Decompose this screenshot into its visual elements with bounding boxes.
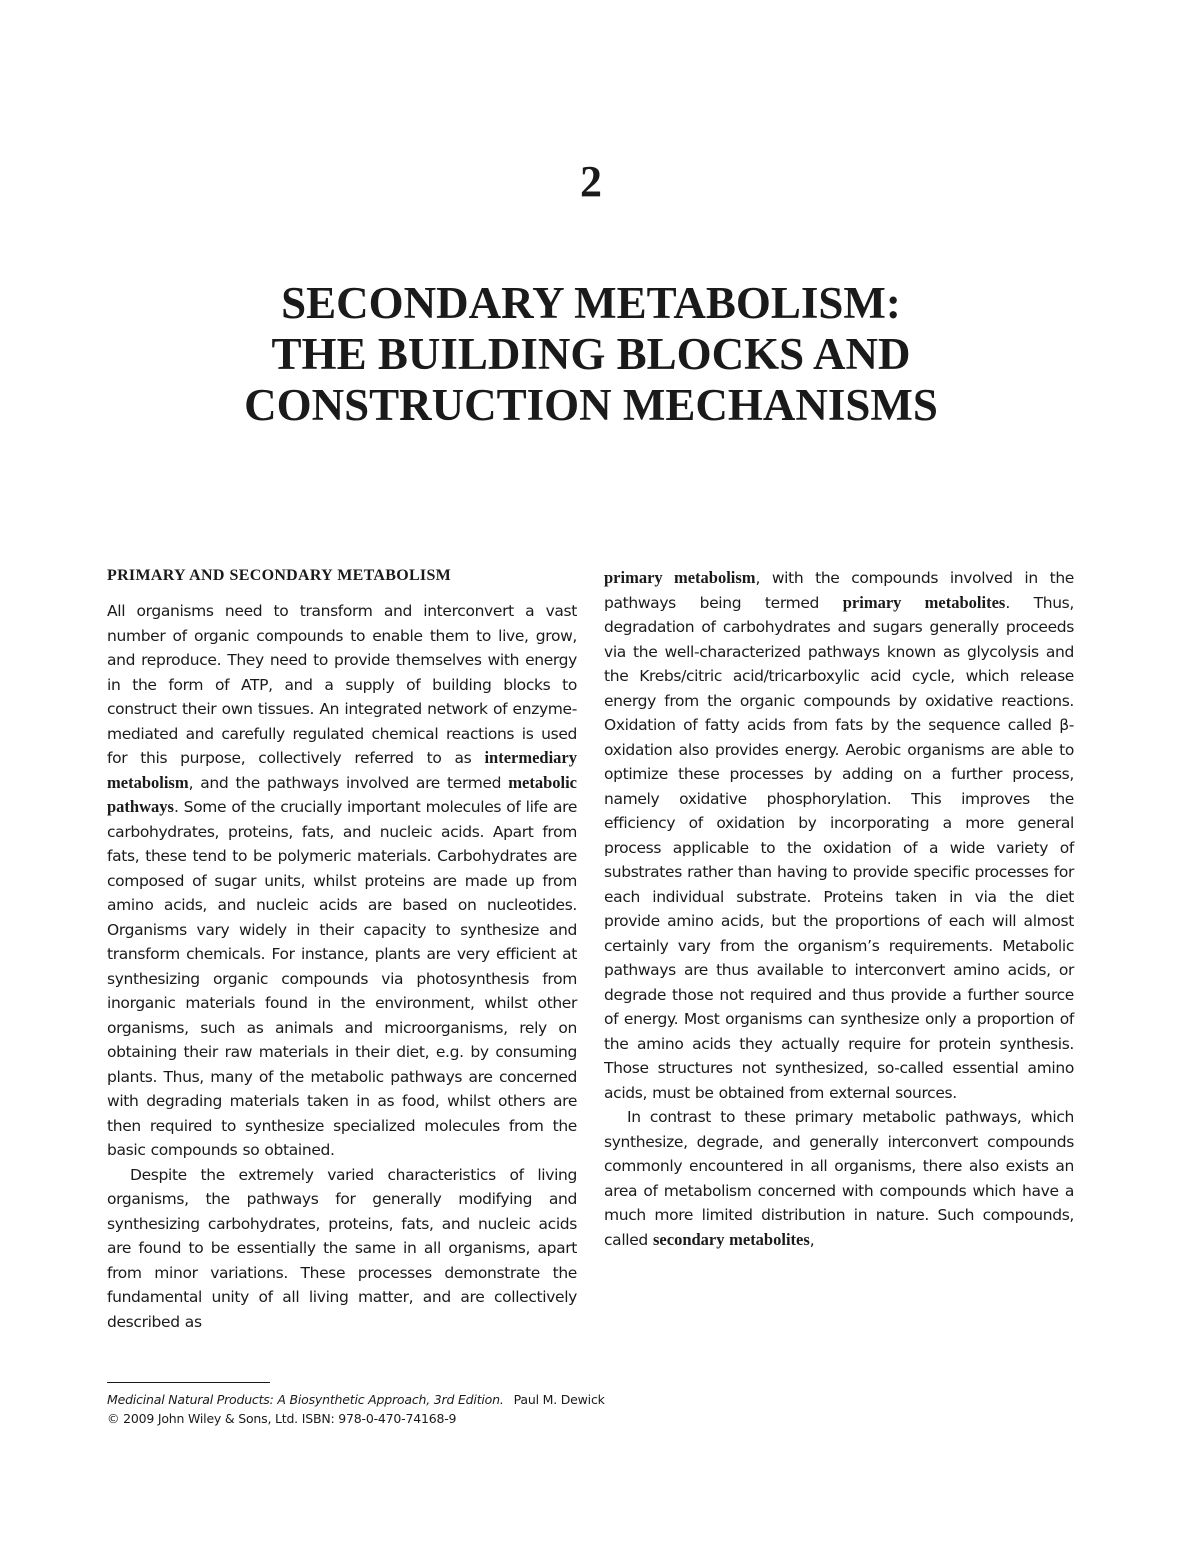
footnote-divider [107,1382,270,1383]
term-intermediary-metabolism: intermediary metabolism [107,748,577,792]
paragraph-1 [107,599,577,1163]
paragraph-1-text-c: . Some of the crucially important molecules of life are carbohydrates, proteins, fats, and nucleic acids. Apart from fats, these tend to be polymeric materials. Carbohydrates are composed of sugar units, whilst proteins are made up from amino acids, and nucleic acids are based on nucleotides. Organisms vary widely in their capacity to synthesize and transform chemicals. For instance, plants are very efficient at synthesizing organic compounds via photosynthesis from inorganic materials found in the environment, whilst other organisms, such as animals and microorganisms, rely on obtaining their raw materials in their diet, e.g. by consuming plants. Thus, many of the metabolic pathways are concerned with degrading materials taken in as food, whilst others are then required to synthesize specialized molecules from the basic compounds so obtained. [107,798,577,1159]
paragraph-2-continued [604,566,1074,1105]
footnote-book-title: Medicinal Natural Products: A Biosynthetic Approach, 3rd Edition. [107,1392,504,1407]
term-primary-metabolites: primary metabolites [842,592,1006,612]
term-secondary-metabolites: secondary metabolites [653,1229,810,1249]
text-column-right [604,566,1074,1252]
chapter-title-line-1: SECONDARY METABOLISM: [281,278,901,328]
chapter-title [0,278,1182,431]
paragraph-2-text-c: . Thus, degradation of carbohydrates and sugars generally proceeds via the well-characterized pathways known as glycolysis and the Krebs/citric acid/tricarboxylic acid cycle, which release energy from the organic compounds by oxidative reactions. Oxidation of fatty acids from fats by the sequence called β-oxidation also provides energy. Aerobic organisms are able to optimize these processes by adding on a further process, namely oxidative phosphorylation. This improves the efficiency of oxidation by incorporating a more general process applicable to the oxidation of a wide variety of substrates rather than having to provide specific processes for each individual substrate. Proteins taken in via the diet provide amino acids, but the proportions of each will almost certainly vary from the organism’s requirements. Metabolic pathways are thus available to interconvert amino acids, or degrade those not required and thus provide a further source of energy. Most organisms can synthesize only a proportion of the amino acids they actually require for protein synthesis. Those structures not synthesized, so-called essential amino acids, must be obtained from external sources. [604,593,1074,1102]
footnote-author: Paul M. Dewick [513,1392,605,1407]
footnote-copyright: © 2009 John Wiley & Sons, Ltd. ISBN: 978-0-470-74168-9 [107,1411,457,1426]
term-metabolic-pathways: metabolic pathways [107,772,577,816]
paragraph-3-text-b: , [809,1230,815,1249]
paragraph-1-text-a: All organisms need to transform and interconvert a vast number of organic compounds to enable them to live, grow, and reproduce. They need to provide themselves with energy in the form of ATP, and a supply of building blocks to construct their own tissues. An integrated network of enzyme-mediated and carefully regulated chemical reactions is used for this purpose, collectively referred to as [107,602,577,767]
paragraph-2-text-a: Despite the extremely varied characteristics of living organisms, the pathways for generally modifying and synthesizing carbohydrates, proteins, fats, and nucleic acids are found to be essentially the same in all organisms, apart from minor variations. These processes demonstrate the fundamental unity of all living matter, and are collectively described as [107,1165,577,1331]
paragraph-3-text-a: In contrast to these primary metabolic pathways, which synthesize, degrade, and generally interconvert compounds commonly encountered in all organisms, there also exists an area of metabolism concerned with compounds which have a much more limited distribution in nature. Such compounds, called [604,1108,1074,1249]
chapter-title-line-2: THE BUILDING BLOCKS AND [271,329,911,379]
paragraph-2 [107,1163,577,1335]
paragraph-1-text-b: , and the pathways involved are termed [188,773,509,792]
chapter-number: 2 [580,157,602,206]
paragraph-2-text-b: , with the compounds involved in the pathways being termed [604,569,1074,612]
section-heading: PRIMARY AND SECONDARY METABOLISM [107,567,452,584]
paragraph-3 [604,1105,1074,1252]
chapter-title-line-3: CONSTRUCTION MECHANISMS [244,380,938,430]
term-primary-metabolism: primary metabolism [604,568,756,587]
text-column-left [107,566,577,1334]
footnote-citation [107,1391,807,1409]
